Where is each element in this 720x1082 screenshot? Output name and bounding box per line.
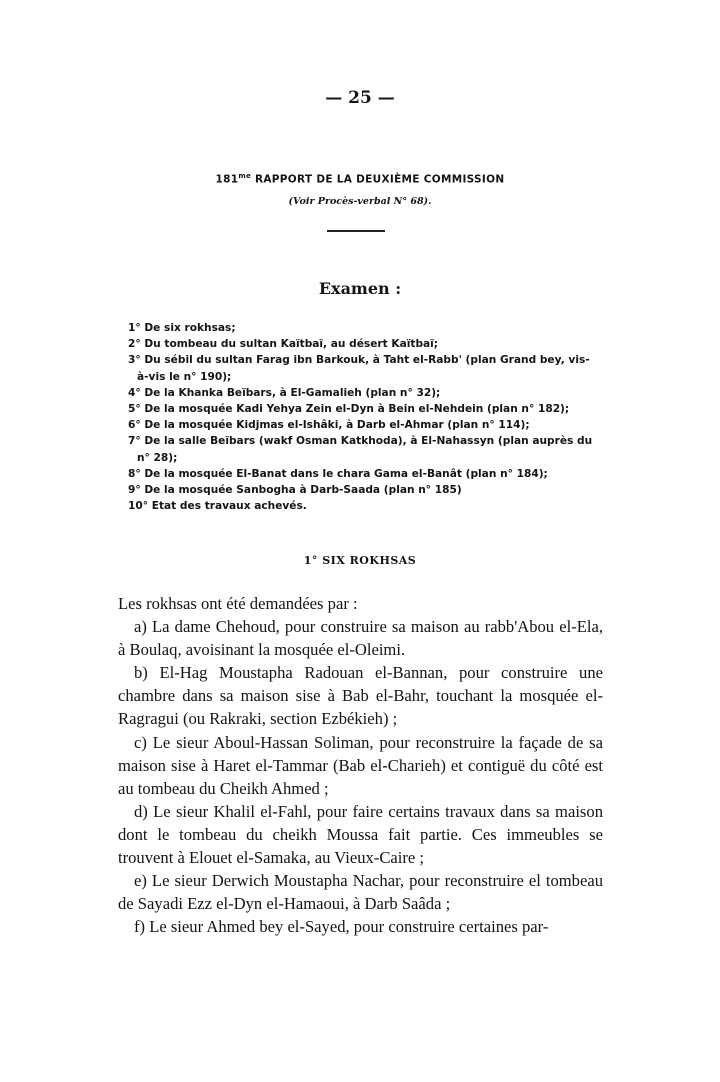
- agenda-item: 7° De la salle Beïbars (wakf Osman Katkhoda), à El-Nahassyn (plan auprès du n° 28);: [128, 435, 593, 464]
- report-number: 181: [215, 173, 239, 186]
- paragraph: Les rokhsas ont été demandées par :: [118, 594, 358, 613]
- body-text: [118, 592, 603, 938]
- agenda-item: 2° Du tombeau du sultan Kaïtbaï, au désert Kaïtbaï;: [128, 338, 439, 351]
- page-number: — 25 —: [325, 88, 395, 108]
- paragraph: b) El-Hag Moustapha Radouan el-Bannan, pour construire une chambre dans sa maison sise à Bab el-Bahr, touchant la mosquée el-Ragragui (ou Rakraki, section Ezbékieh) ;: [118, 663, 603, 729]
- agenda-item: 1° De six rokhsas;: [128, 322, 236, 334]
- agenda-item: 8° De la mosquée El-Banat dans le chara Gama el-Banât (plan n° 184);: [128, 467, 548, 480]
- paragraph: c) Le sieur Aboul-Hassan Soliman, pour reconstruire la façade de sa maison sise à Haret el-Tammar (Bab el-Charieh) et contiguë du côté est au tombeau du Cheikh Ahmed ;: [118, 732, 603, 798]
- agenda-item: 6° De la mosquée Kidjmas el-Ishâki, à Darb el-Ahmar (plan n° 114);: [128, 419, 530, 432]
- report-title: [0, 172, 720, 186]
- section-title: 1° SIX ROKHSAS: [303, 554, 417, 567]
- agenda-item: 9° De la mosquée Sanbogha à Darb-Saada (plan n° 185): [128, 484, 462, 497]
- paragraph: d) Le sieur Khalil el-Fahl, pour faire certains travaux dans sa maison dont le tombeau du cheikh Moussa fait partie. Ces immeubles se trouvent à Elouet el-Samaka, au Vieux-Caire ;: [118, 801, 603, 868]
- agenda-item: 3° Du sébil du sultan Farag ibn Barkouk, à Taht el-Rabb' (plan Grand bey, vis-à-vis le n° 190);: [128, 354, 590, 383]
- paragraph: f) Le sieur Ahmed bey el-Sayed, pour construire certaines par-: [134, 917, 549, 937]
- divider: [327, 230, 385, 232]
- paragraph: a) La dame Chehoud, pour construire sa maison au rabb'Abou el-Ela, à Boulaq, avoisinant la mosquée el-Oleimi.: [118, 617, 603, 660]
- agenda-item: 5° De la mosquée Kadi Yehya Zein el-Dyn à Bein el-Nehdein (plan n° 182);: [128, 403, 570, 416]
- heading-examen: Examen :: [318, 279, 402, 298]
- report-number-suffix: me: [238, 172, 252, 180]
- agenda-list: [128, 320, 598, 514]
- agenda-item: 10° Etat des travaux achevés.: [128, 500, 307, 513]
- paragraph: e) Le sieur Derwich Moustapha Nachar, pour reconstruire el tombeau de Sayadi Ezz el-Dyn el-Hamaoui, à Darb Saâda ;: [118, 871, 603, 914]
- agenda-item: 4° De la Khanka Beïbars, à El-Gamalieh (plan n° 32);: [128, 386, 441, 399]
- report-title-text: RAPPORT DE LA DEUXIÈME COMMISSION: [251, 173, 505, 186]
- reference-line: (Voir Procès-verbal N° 68).: [288, 196, 432, 207]
